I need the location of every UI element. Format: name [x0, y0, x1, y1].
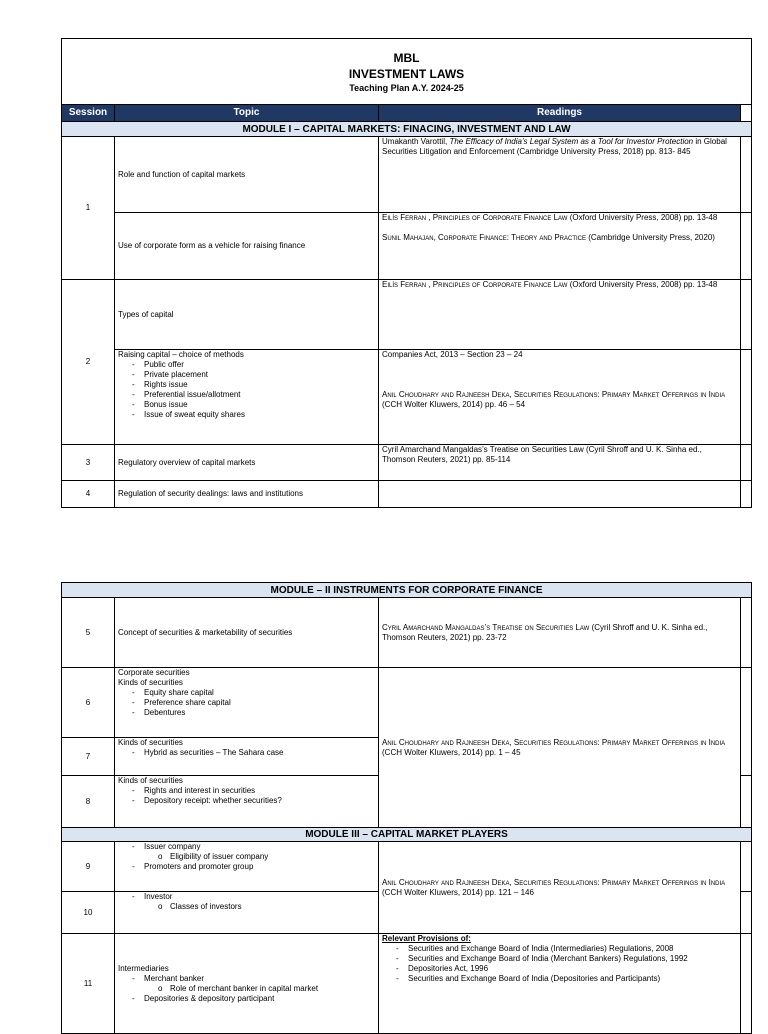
- reading-cell: Eilís Ferran , Principles of Corporate Finance Law (Oxford University Press, 2008) pp. 13-48 Sunil Mahajan, Corporate Finance: Theory and Practice (Cambridge University Press, 2020): [379, 213, 741, 280]
- topic-cell: Role and function of capital markets: [115, 137, 379, 213]
- topic-list: - Public offer - Private placement - Rights issue - Preferential issue/allotment - Bonus issue - Issue of sweat equity shares: [118, 360, 375, 420]
- session-number: 2: [62, 280, 115, 445]
- topic-list: - Hybrid as securities – The Sahara case: [118, 748, 375, 758]
- session-number: 5: [62, 598, 115, 668]
- topic-cell: Use of corporate form as a vehicle for raising finance: [115, 213, 379, 280]
- topic-cell: Intermediaries - Merchant banker o Role of merchant banker in capital market - Depositories & depository participant: [115, 934, 379, 1034]
- table-row: [62, 213, 752, 280]
- reading-cell: Cyril Amarchand Mangaldas’s Treatise on Securities Law (Cyril Shroff and U. K. Sinha ed., Thomson Reuters, 2021) pp. 23-72: [379, 598, 741, 668]
- column-header-topic: Topic: [115, 105, 379, 122]
- module-2-heading: MODULE – II INSTRUMENTS FOR CORPORATE FINANCE: [62, 583, 752, 598]
- reading-cell: Anil Choudhary and Rajneesh Deka, Securities Regulations: Primary Market Offerings in India (CCH Wolter Kluwers, 2014) pp. 1 – 45: [379, 668, 741, 828]
- session-number: 8: [62, 776, 115, 828]
- program-title: MBL: [393, 50, 420, 65]
- topic-list: - Equity share capital - Preference share capital - Debentures: [118, 688, 375, 718]
- gap-cell: [741, 137, 752, 213]
- session-number: 4: [62, 481, 115, 508]
- table-row: [62, 668, 752, 738]
- document-header: [62, 39, 752, 105]
- table-row: [62, 280, 752, 350]
- module-3-heading: MODULE III – CAPITAL MARKET PLAYERS: [62, 828, 752, 842]
- topic-cell: Types of capital: [115, 280, 379, 350]
- reading-cell: Eilís Ferran , Principles of Corporate Finance Law (Oxford University Press, 2008) pp. 13-48: [379, 280, 741, 350]
- topic-cell: [115, 892, 379, 934]
- topic-cell: Concept of securities & marketability of securities: [115, 598, 379, 668]
- reading-cell: Cyril Amarchand Mangaldas’s Treatise on Securities Law (Cyril Shroff and U. K. Sinha ed., Thomson Reuters, 2021) pp. 85-114: [379, 445, 741, 481]
- session-number: 3: [62, 445, 115, 481]
- course-title: INVESTMENT LAWS: [348, 66, 465, 81]
- column-header-session: Session: [62, 105, 115, 122]
- session-number: 1: [62, 137, 115, 280]
- topic-cell: Kinds of securities - Rights and interest in securities - Depository receipt: whether securities?: [115, 776, 379, 828]
- topic-list: - Rights and interest in securities - Depository receipt: whether securities?: [118, 786, 375, 806]
- topic-cell: Kinds of securities - Hybrid as securities – The Sahara case: [115, 738, 379, 776]
- table-row: [62, 481, 752, 508]
- topic-list: - Merchant banker o Role of merchant banker in capital market - Depositories & depository participant: [118, 974, 375, 1004]
- session-number: 6: [62, 668, 115, 738]
- session-number: 9: [62, 842, 115, 892]
- topic-list: - Issuer company o Eligibility of issuer company - Promoters and promoter group: [118, 842, 375, 872]
- topic-list: - Investor o Classes of investors: [118, 892, 375, 912]
- reading-cell: Anil Choudhary and Rajneesh Deka, Securities Regulations: Primary Market Offerings in India (CCH Wolter Kluwers, 2014) pp. 121 – 146: [379, 842, 741, 934]
- column-header-readings: Readings: [379, 105, 741, 122]
- reading-cell: [379, 481, 741, 508]
- reading-list: - Securities and Exchange Board of India (Intermediaries) Regulations, 2008 - Securities and Exchange Board of India (Merchant Bankers) Regulations, 1992 - Depositories Act, 1996 - Securities and Exchange Board of India (Depositories and Participants): [382, 944, 737, 984]
- plan-subtitle: Teaching Plan A.Y. 2024-25: [349, 82, 464, 93]
- topic-cell: Corporate securities Kinds of securities - Equity share capital - Preference share capital - Debentures: [115, 668, 379, 738]
- topic-cell: Regulatory overview of capital markets: [115, 445, 379, 481]
- teaching-plan-table-1: [61, 38, 752, 508]
- reading-cell: Umakanth Varottil, The Efficacy of India’s Legal System as a Tool for Investor Protection in Global Securities Litigation and Enforcement (Cambridge University Press, 2018) pp. 813- 845: [379, 137, 741, 213]
- table-row: [62, 137, 752, 213]
- table-row: [62, 598, 752, 668]
- table-row: [62, 934, 752, 1034]
- reading-cell: Relevant Provisions of: - Securities and Exchange Board of India (Intermediaries) Regulations, 2008 - Securities and Exchange Board of India (Merchant Bankers) Regulations, 1992 - Depositories Act, 1996 - Securities and Exchange Board of India (Depositories and Participants): [379, 934, 741, 1034]
- topic-cell: [115, 842, 379, 892]
- session-number: 7: [62, 738, 115, 776]
- table-row: [62, 842, 752, 892]
- module-1-heading: MODULE I – CAPITAL MARKETS: FINACING, INVESTMENT AND LAW: [62, 122, 752, 137]
- column-header-row: [62, 105, 752, 122]
- table-row: [62, 350, 752, 445]
- table-row: [62, 445, 752, 481]
- topic-cell: Raising capital – choice of methods - Public offer - Private placement - Rights issue - Preferential issue/allotment - Bonus issue - Issue of sweat equity shares: [115, 350, 379, 445]
- column-header-gap: [741, 105, 752, 122]
- topic-cell: Regulation of security dealings: laws and institutions: [115, 481, 379, 508]
- teaching-plan-table-2: [61, 582, 752, 1034]
- session-number: 11: [62, 934, 115, 1034]
- reading-cell: Companies Act, 2013 – Section 23 – 24 Anil Choudhary and Rajneesh Deka, Securities Regulations: Primary Market Offerings in India (CCH Wolter Kluwers, 2014) pp. 46 – 54: [379, 350, 741, 445]
- session-number: 10: [62, 892, 115, 934]
